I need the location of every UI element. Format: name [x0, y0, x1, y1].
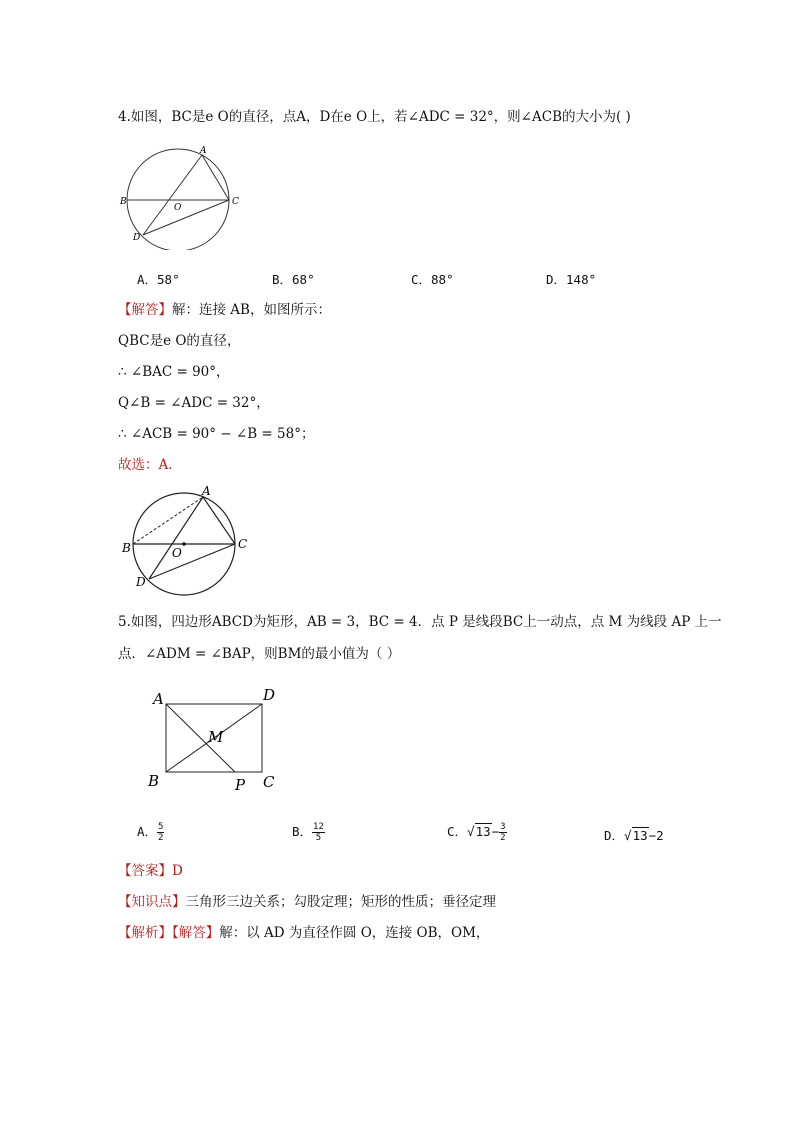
q4-figure-2: [116, 482, 256, 598]
radicand: 13: [475, 824, 491, 839]
solution-text: 解：连接 AB，如图所示：: [172, 302, 331, 318]
fig1-label-b: B: [120, 197, 127, 207]
q4-step-3: Q∠B = ∠ADC = 32°，: [118, 395, 270, 411]
fig2-label-a: A: [202, 484, 211, 498]
fraction: $\frac{12}{5}$: [313, 822, 324, 843]
q4-step-2: ∴ ∠BAC = 90°，: [118, 364, 230, 380]
fig3-label-c: C: [263, 773, 275, 791]
fig2-label-o: O: [172, 546, 182, 560]
q4-option-d: D．148°: [546, 272, 597, 287]
fig2-label-c: C: [238, 537, 248, 551]
fraction: $\frac{3}{2}$: [500, 822, 506, 843]
q4-step-4: ∴ ∠ACB = 90° − ∠B = 58°；: [118, 426, 315, 442]
answer-heading: 【答案】: [118, 863, 172, 879]
q5-analysis: [118, 924, 489, 942]
fig3-label-b: B: [148, 772, 160, 790]
radicand: 13: [632, 828, 648, 843]
fig2-label-d: D: [136, 575, 146, 589]
q4-stem: 4.如图，BC是e O的直径，点A，D在e O上，若∠ADC = 32°，则∠ACB的大小为( ): [118, 109, 631, 125]
analysis-text: 解：以 AD 为直径作圆 O，连接 OB，OM，: [219, 925, 490, 941]
q5-stem-line2: 点．∠ADM = ∠BAP，则BM的最小值为（ ）: [118, 646, 401, 662]
q5-option-c: C．√13− $\frac{3}{2}$: [447, 822, 506, 843]
knowledge-heading: 【知识点】: [118, 894, 186, 910]
sqrt-sign: √: [624, 828, 632, 843]
q4-option-a: A．58°: [137, 272, 180, 287]
solution-heading: 【解答】: [118, 302, 172, 318]
fraction: $\frac{5}{2}$: [158, 822, 164, 843]
answer-value: D: [172, 863, 183, 879]
fig3-label-p: P: [235, 776, 246, 794]
q5-option-d: D．√13−2: [604, 828, 664, 843]
q4-option-c: C．88°: [411, 272, 454, 287]
q5-knowledge: [118, 893, 496, 911]
fig3-label-a: A: [153, 690, 164, 708]
q5-answer: [118, 862, 183, 880]
fig1-label-o: O: [174, 203, 182, 213]
q5-stem-line1: 5.如图，四边形ABCD为矩形，AB = 3，BC = 4．点 P 是线段BC上一动点，点 M 为线段 AP 上一: [118, 614, 722, 630]
q5-option-a: A． $\frac{5}{2}$: [137, 822, 164, 843]
knowledge-text: 三角形三边关系；勾股定理；矩形的性质；垂径定理: [185, 894, 496, 910]
fig1-label-c: C: [232, 197, 239, 207]
fig3-label-d: D: [263, 686, 276, 704]
q5-figure: [140, 684, 290, 796]
fig1-label-a: A: [200, 146, 207, 156]
q4-step-1: QBC是e O的直径，: [118, 333, 241, 349]
q4-option-b: B．68°: [272, 272, 315, 287]
q5-option-b: B． $\frac{12}{5}$: [292, 822, 324, 843]
q4-solution: [118, 301, 331, 319]
q4-figure-1: [116, 140, 248, 250]
analysis-heading: 【解析】【解答】: [118, 925, 220, 941]
fig2-label-b: B: [122, 541, 131, 555]
sqrt-sign: √: [467, 824, 475, 839]
q4-choose: 故选：A．: [118, 457, 182, 473]
fig1-label-d: D: [133, 233, 141, 243]
fig3-label-m: M: [208, 728, 224, 746]
